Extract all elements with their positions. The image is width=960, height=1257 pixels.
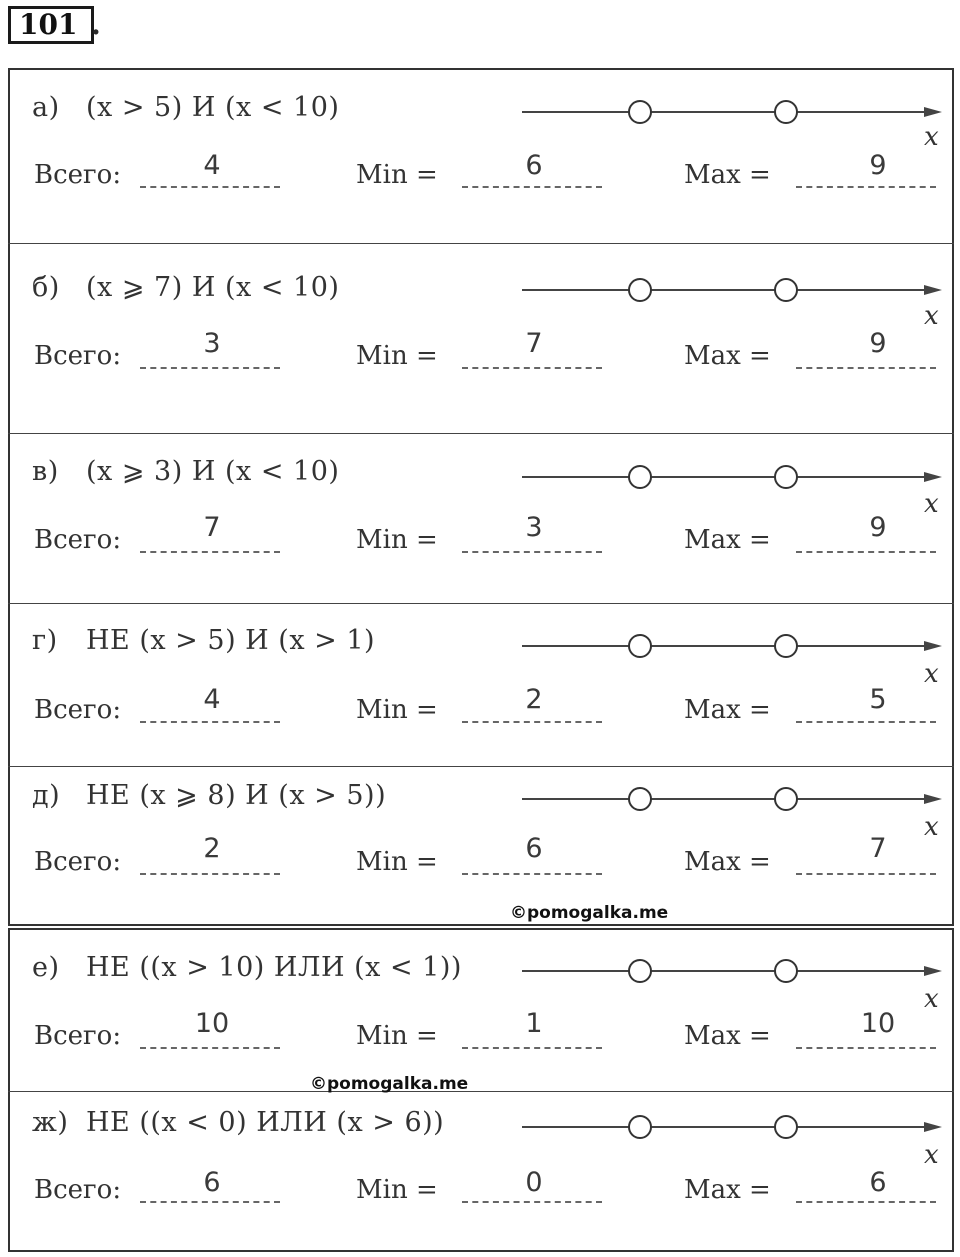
min-answer: 0 (525, 1167, 543, 1198)
total-label: Всего: (34, 695, 122, 725)
total-label: Всего: (34, 341, 122, 371)
max-answer-line (796, 1201, 936, 1203)
item-letter: а) (32, 92, 60, 123)
open-point (775, 279, 797, 301)
min-label: Min = (356, 160, 438, 190)
min-label: Min = (356, 847, 438, 877)
axis-x-label: x (924, 122, 939, 152)
axis-x-label: x (924, 812, 939, 842)
axis-arrow (924, 966, 942, 976)
total-answer-line (140, 721, 280, 723)
min-answer-line (462, 1201, 602, 1203)
item-letter: б) (32, 272, 60, 303)
total-answer: 4 (203, 150, 221, 181)
total-answer: 4 (203, 684, 221, 715)
max-label: Max = (684, 1021, 771, 1051)
axis-arrow (924, 285, 942, 295)
open-point (629, 101, 651, 123)
total-answer-line (140, 873, 280, 875)
total-label: Всего: (34, 1175, 122, 1205)
max-answer: 5 (869, 684, 887, 715)
max-answer: 9 (869, 328, 887, 359)
max-answer: 7 (869, 833, 887, 864)
min-answer: 3 (525, 512, 543, 543)
min-label: Min = (356, 1021, 438, 1051)
number-line (518, 631, 948, 661)
min-answer-line (462, 721, 602, 723)
total-answer: 3 (203, 328, 221, 359)
min-answer: 7 (525, 328, 543, 359)
open-point (629, 960, 651, 982)
min-answer: 1 (525, 1008, 543, 1039)
item-expression: НЕ (x > 5) И (x > 1) (86, 625, 376, 656)
total-label: Всего: (34, 847, 122, 877)
item-expression: (x ⩾ 3) И (x < 10) (86, 456, 340, 487)
number-line (518, 462, 948, 492)
watermark: ©pomogalka.me (310, 1074, 469, 1094)
item-letter: ж) (32, 1107, 69, 1138)
min-answer-line (462, 367, 602, 369)
row-divider (8, 603, 954, 604)
min-answer-line (462, 551, 602, 553)
total-label: Всего: (34, 160, 122, 190)
open-point (775, 466, 797, 488)
number-line (518, 97, 948, 127)
axis-arrow (924, 794, 942, 804)
open-point (775, 1116, 797, 1138)
row-divider (8, 243, 954, 244)
axis-arrow (924, 641, 942, 651)
watermark: ©pomogalka.me (510, 903, 669, 923)
min-answer: 6 (525, 833, 543, 864)
item-letter: е) (32, 952, 60, 983)
max-label: Max = (684, 525, 771, 555)
max-label: Max = (684, 847, 771, 877)
total-answer-line (140, 367, 280, 369)
open-point (629, 466, 651, 488)
number-line (518, 1112, 948, 1142)
max-answer-line (796, 551, 936, 553)
item-expression: НЕ ((x < 0) ИЛИ (x > 6)) (86, 1107, 445, 1138)
item-expression: НЕ ((x > 10) ИЛИ (x < 1)) (86, 952, 462, 983)
open-point (629, 1116, 651, 1138)
total-answer-line (140, 551, 280, 553)
item-letter: г) (32, 625, 58, 656)
item-expression: (x > 5) И (x < 10) (86, 92, 340, 123)
row-divider (8, 1091, 954, 1092)
min-label: Min = (356, 525, 438, 555)
max-answer: 9 (869, 150, 887, 181)
axis-x-label: x (924, 659, 939, 689)
total-label: Всего: (34, 525, 122, 555)
open-point (775, 101, 797, 123)
total-answer: 10 (194, 1008, 230, 1039)
max-answer-line (796, 367, 936, 369)
max-answer-line (796, 721, 936, 723)
axis-arrow (924, 1122, 942, 1132)
open-point (629, 279, 651, 301)
row-divider (8, 433, 954, 434)
total-answer-line (140, 1201, 280, 1203)
max-answer-line (796, 1047, 936, 1049)
row-divider (8, 766, 954, 767)
max-label: Max = (684, 695, 771, 725)
open-point (629, 788, 651, 810)
min-answer-line (462, 1047, 602, 1049)
total-label: Всего: (34, 1021, 122, 1051)
max-label: Max = (684, 341, 771, 371)
axis-x-label: x (924, 1140, 939, 1170)
axis-x-label: x (924, 489, 939, 519)
number-line (518, 956, 948, 986)
axis-x-label: x (924, 984, 939, 1014)
min-label: Min = (356, 341, 438, 371)
item-expression: НЕ (x ⩾ 8) И (x > 5)) (86, 780, 387, 811)
item-expression: (x ⩾ 7) И (x < 10) (86, 272, 340, 303)
open-point (629, 635, 651, 657)
max-answer: 6 (869, 1167, 887, 1198)
total-answer: 2 (203, 833, 221, 864)
min-label: Min = (356, 695, 438, 725)
min-label: Min = (356, 1175, 438, 1205)
total-answer: 6 (203, 1167, 221, 1198)
number-line (518, 784, 948, 814)
open-point (775, 635, 797, 657)
task-number: 101 (8, 6, 94, 44)
open-point (775, 960, 797, 982)
total-answer: 7 (203, 512, 221, 543)
axis-arrow (924, 472, 942, 482)
max-answer: 9 (869, 512, 887, 543)
max-label: Max = (684, 1175, 771, 1205)
open-point (775, 788, 797, 810)
axis-x-label: x (924, 301, 939, 331)
min-answer: 6 (525, 150, 543, 181)
min-answer: 2 (525, 684, 543, 715)
max-answer: 10 (860, 1008, 896, 1039)
min-answer-line (462, 186, 602, 188)
axis-arrow (924, 107, 942, 117)
max-answer-line (796, 873, 936, 875)
max-label: Max = (684, 160, 771, 190)
task-number-dot: . (91, 8, 101, 41)
total-answer-line (140, 1047, 280, 1049)
number-line (518, 275, 948, 305)
max-answer-line (796, 186, 936, 188)
item-letter: д) (32, 780, 61, 811)
item-letter: в) (32, 456, 59, 487)
total-answer-line (140, 186, 280, 188)
min-answer-line (462, 873, 602, 875)
